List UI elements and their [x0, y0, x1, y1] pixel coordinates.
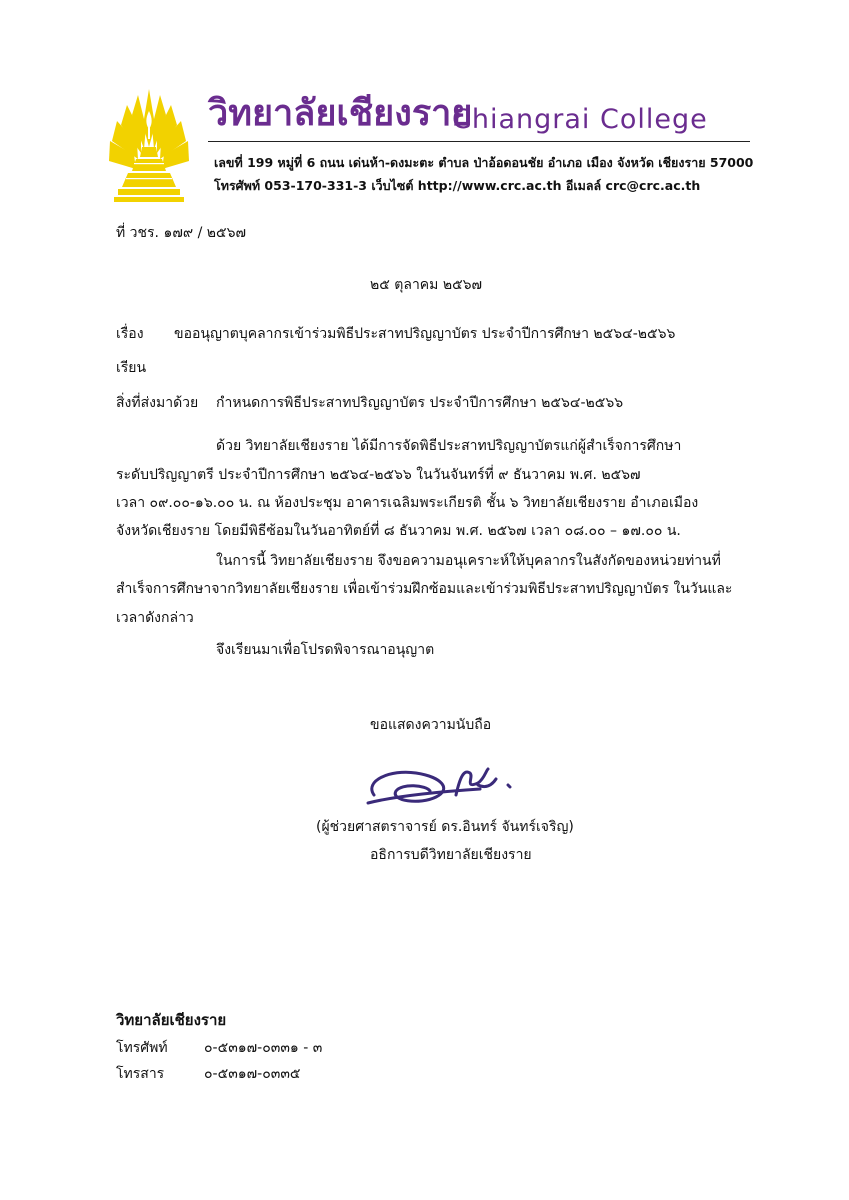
- paragraph-1-line-1: ด้วย วิทยาลัยเชียงราย ได้มีการจัดพิธีประสาทปริญญาบัตรแก่ผู้สำเร็จการศึกษา: [216, 438, 682, 454]
- footer-organization: วิทยาลัยเชียงราย: [116, 1011, 227, 1029]
- subject-label: เรื่อง: [116, 326, 144, 342]
- college-name-english: Chiangrai College: [452, 104, 708, 135]
- college-contact: โทรศัพท์ 053-170-331-3 เว็บไซต์ http://www.crc.ac.th อีเมลล์ crc@crc.ac.th: [214, 178, 701, 193]
- paragraph-2-line-1: ในการนี้ วิทยาลัยเชียงราย จึงขอความอนุเคราะห์ให้บุคลากรในสังกัดของหน่วยท่านที่: [216, 553, 721, 569]
- enclosure-text: กำหนดการพิธีประสาทปริญญาบัตร ประจำปีการศึกษา ๒๕๖๔-๒๕๖๖: [216, 395, 624, 411]
- header-divider: [208, 141, 750, 142]
- paragraph-2-line-2: สำเร็จการศึกษาจากวิทยาลัยเชียงราย เพื่อเข้าร่วมฝึกซ้อมและเข้าร่วมพิธีประสาทปริญญาบัตร ในวันและ: [116, 581, 733, 597]
- enclosure-label: สิ่งที่ส่งมาด้วย: [116, 395, 199, 411]
- signer-name: (ผู้ช่วยศาสตราจารย์ ดร.อินทร์ จันทร์เจริญ): [316, 819, 574, 835]
- closing-request: จึงเรียนมาเพื่อโปรดพิจารณาอนุญาต: [216, 642, 435, 658]
- salutation: เรียน: [116, 360, 147, 376]
- letter-date: ๒๕ ตุลาคม ๒๕๖๗: [370, 277, 483, 293]
- college-address: เลขที่ 199 หมู่ที่ 6 ถนน เด่นห้า-ดงมะตะ ตำบล ป่าอ้อดอนชัย อำเภอ เมือง จังหวัด เชียงราย 57000: [214, 155, 754, 170]
- subject-text: ขออนุญาตบุคลากรเข้าร่วมพิธีประสาทปริญญาบัตร ประจำปีการศึกษา ๒๕๖๔-๒๕๖๖: [174, 326, 676, 342]
- footer-fax: ๐-๕๓๑๗-๐๓๓๕: [204, 1066, 301, 1082]
- footer-phone: ๐-๕๓๑๗-๐๓๓๑ - ๓: [204, 1040, 323, 1056]
- paragraph-1-line-3: เวลา ๐๙.๐๐-๑๖.๐๐ น. ณ ห้องประชุม อาคารเฉลิมพระเกียรติ ชั้น ๖ วิทยาลัยเชียงราย อำเภอเมือง: [116, 495, 699, 511]
- closing-phrase: ขอแสดงความนับถือ: [370, 717, 492, 733]
- paragraph-1-line-4: จังหวัดเชียงราย โดยมีพิธีซ้อมในวันอาทิตย์ที่ ๘ ธันวาคม พ.ศ. ๒๕๖๗ เวลา ๐๘.๐๐ – ๑๗.๐๐ น.: [116, 523, 681, 539]
- college-logo: [108, 85, 190, 203]
- signer-title: อธิการบดีวิทยาลัยเชียงราย: [370, 847, 532, 863]
- letter-reference: ที่ วชร. ๑๗๙ / ๒๕๖๗: [116, 225, 246, 241]
- paragraph-1-line-2: ระดับปริญญาตรี ประจำปีการศึกษา ๒๕๖๔-๒๕๖๖ ในวันจันทร์ที่ ๙ ธันวาคม พ.ศ. ๒๕๖๗: [116, 467, 641, 483]
- college-name-thai: วิทยาลัยเชียงราย: [208, 93, 473, 134]
- footer-fax-label: โทรสาร: [116, 1066, 165, 1082]
- paragraph-2-line-3: เวลาดังกล่าว: [116, 610, 194, 626]
- handwritten-signature: [360, 755, 530, 815]
- footer-phone-label: โทรศัพท์: [116, 1040, 168, 1056]
